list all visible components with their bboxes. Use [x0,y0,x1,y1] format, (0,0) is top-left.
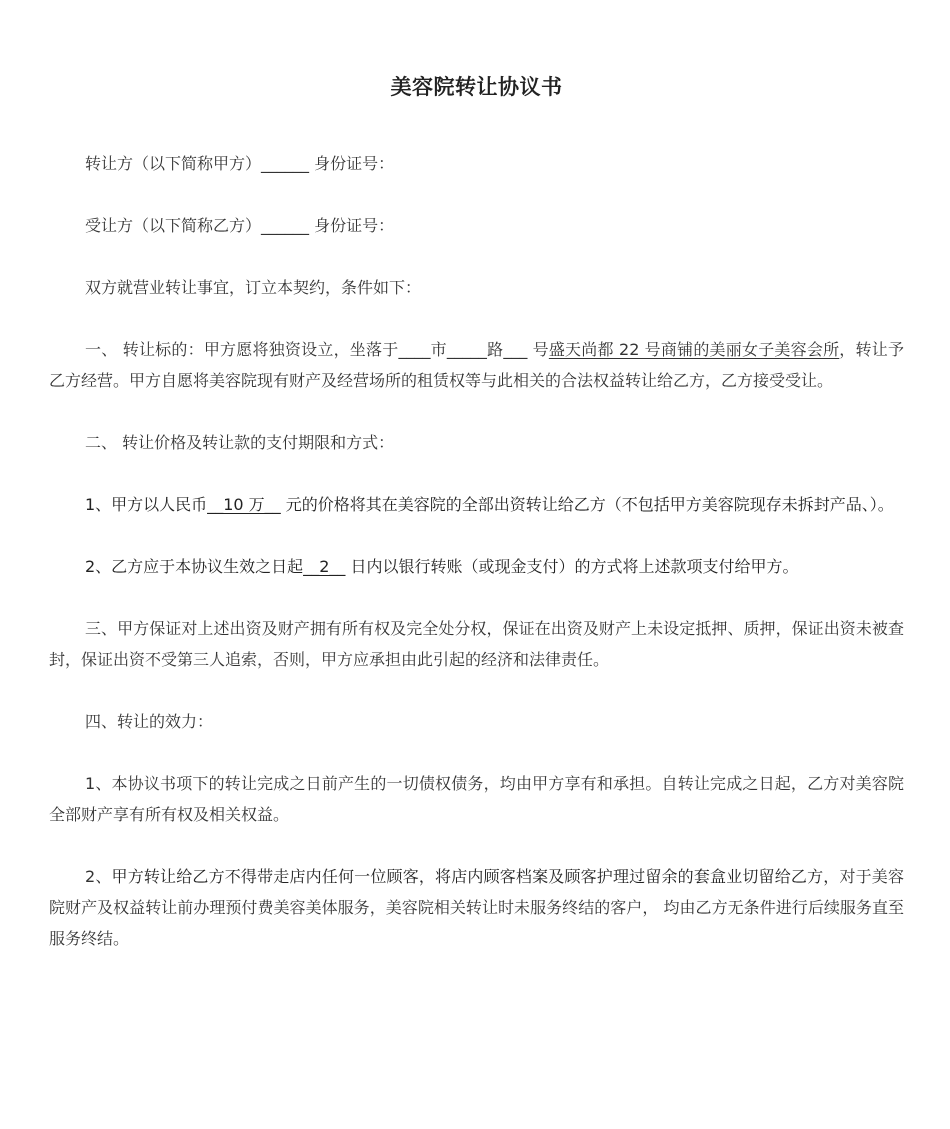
clause-4-2-text-b: 甲方转让给乙方不得带走店内任何一位顾客，将店内顾客档案及顾客护理过留余的套盒业切留给乙方， [111,867,840,886]
clause-1-text-b: 市 [430,340,447,359]
party-a-line: 转让方（以下简称甲方）______ 身份证号： [85,154,395,173]
payment-days: __2__ [303,557,346,576]
clause-2-1-text-a: 1、甲方以人民币 [85,495,208,514]
shop-name: 盛天尚都 22 号商铺的美丽女子美容会所 [548,340,840,359]
clause-1-transfer-object [49,334,904,396]
clause-3-guarantee: 三、甲方保证对上述出资及财产拥有所有权及完全处分权，保证在出资及财产上未设定抵押、质押，保证出资未被查封，保证出资不受第三人追索，否则，甲方应承担由此引起的经济和法律责任。 [49,619,904,669]
clause-4-item-2 [49,861,904,954]
clause-2-item-1 [49,489,904,520]
clause-2-2-text-b: 日内以银行转账（或现金支付）的方式将上述款项支付给甲方。 [345,557,799,576]
clause-1-text-f: 甲方自愿将美容院现有财产及经营场所的租赁权等与此相关的合法权益转让给乙方，乙方接受受让。 [129,371,834,390]
clause-4-2-text-a: 2、 [85,867,112,886]
clause-1-text-a: 一、 转让标的：甲方愿将独资设立，坐落于 [85,340,399,359]
clause-1-text-d: 号 [527,340,549,359]
clause-2-heading: 二、 转让价格及转让款的支付期限和方式： [85,433,395,452]
blank-city: ____ [398,340,431,359]
clause-4-item-1: 1、本协议书项下的转让完成之日前产生的一切债权债务，均由甲方享有和承担。自转让完成之日起，乙方对美容院全部财产享有所有权及相关权益。 [49,774,904,824]
clause-2-item-2 [49,551,904,582]
price-amount: __10 万__ [207,495,281,514]
document-title: 美容院转让协议书 [390,75,563,99]
agreement-document [49,70,904,985]
clause-1-text-e: ，转让予乙方经营。 [49,340,904,390]
clause-2-2-text-a: 2、乙方应于本协议生效之日起 [85,557,304,576]
intro-line: 双方就营业转让事宜，订立本契约，条件如下： [85,278,422,297]
blank-road: _____ [446,340,487,359]
clause-2-1-text-b: 元的价格将其在美容院的全部出资转让给乙方（不包括甲方美容院现存未拆封产品、）。 [280,495,894,514]
clause-4-2-text-c: 对于美容院财产及权益转让前办理预付费美容美体服务，美容院相关转让时未服务终结的客户， 均由乙方无条件进行后续服务直至服务终结。 [49,867,904,948]
blank-number: ___ [503,340,528,359]
clause-1-text-c: 路 [486,340,504,359]
clause-4-heading: 四、转让的效力： [85,712,214,731]
party-b-line: 受让方（以下简称乙方）______ 身份证号： [85,216,395,235]
